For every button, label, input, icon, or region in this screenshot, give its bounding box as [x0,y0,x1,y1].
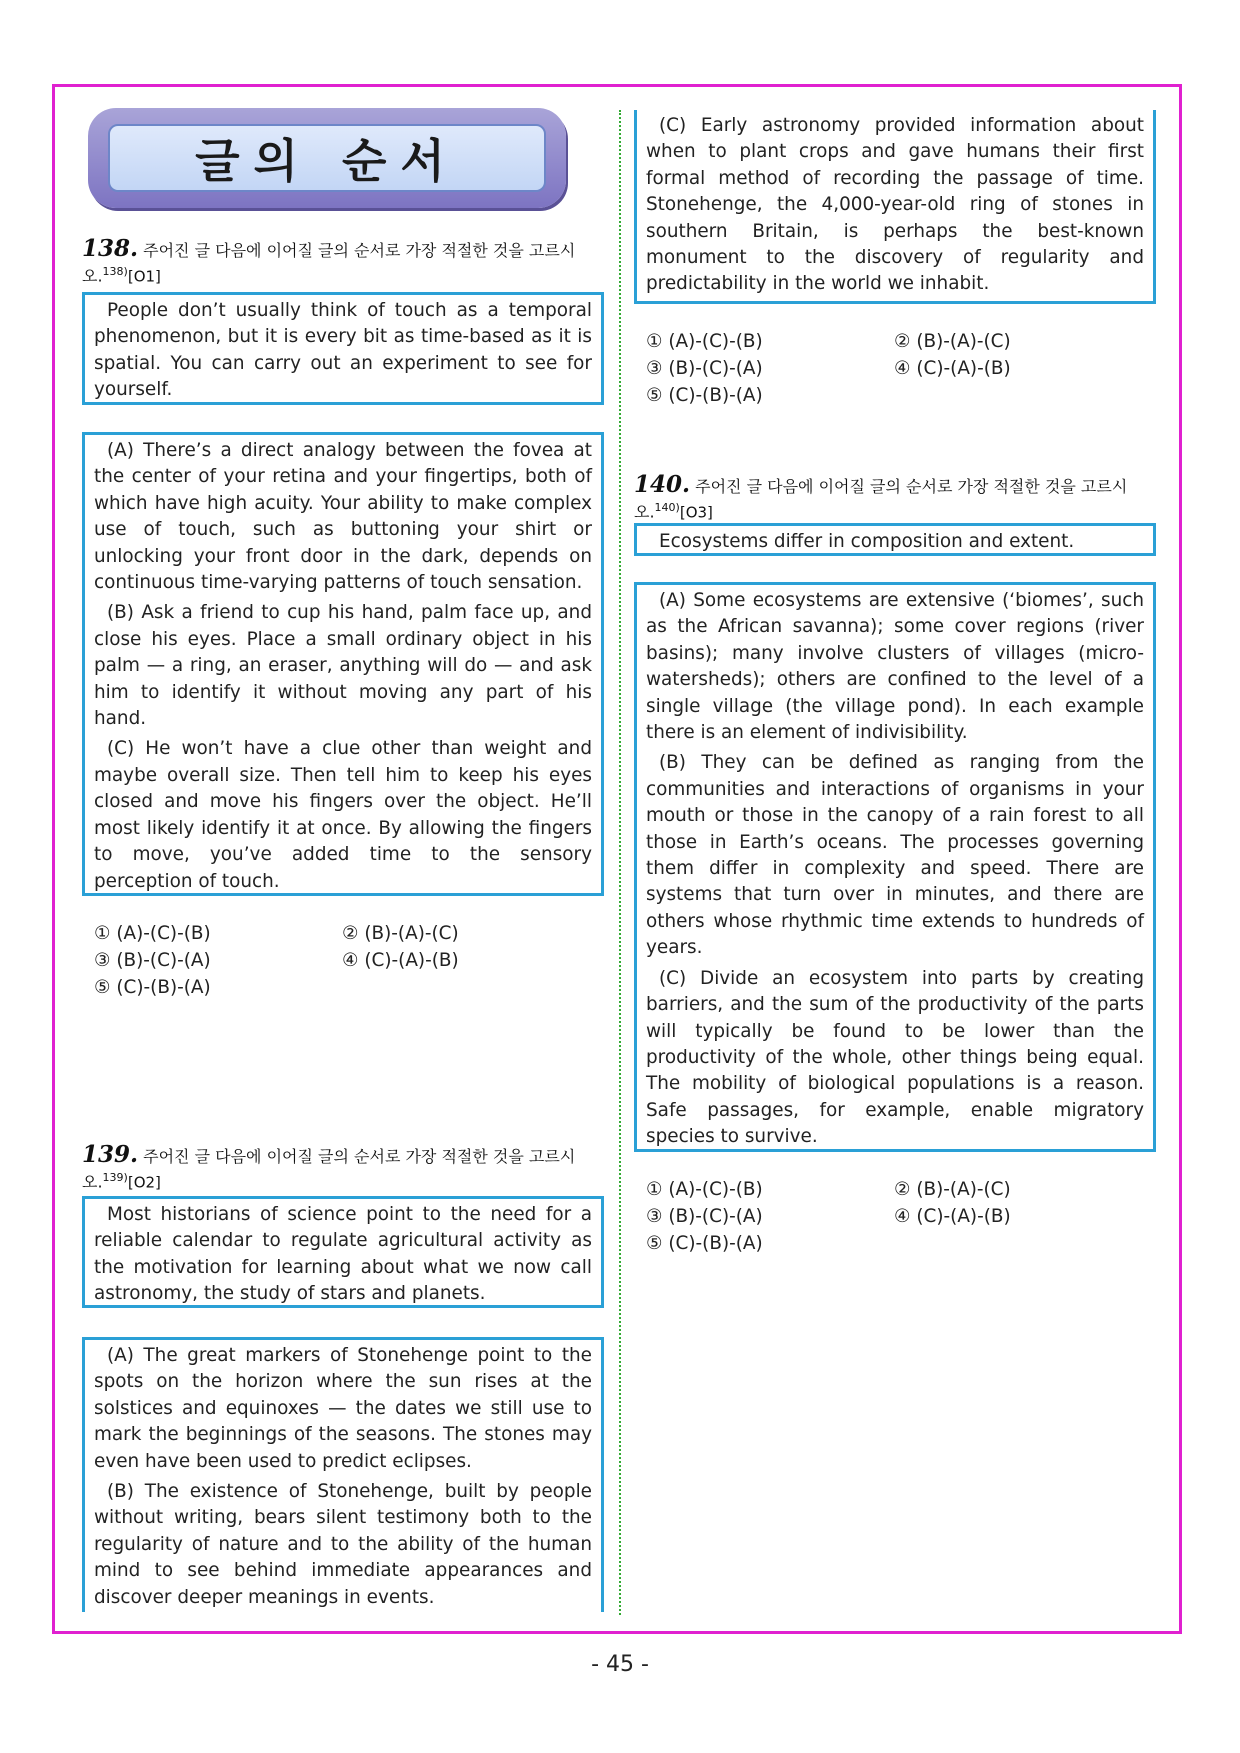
passage-b: (B) The existence of Stonehenge, built by people without writing, bears silent testimony both to the regularity of nature and to the ability of the human mind to see behind immediate appearances and discover deeper meanings in events. [94,1481,592,1608]
question-source-footnote: 140) [654,501,680,514]
question-source-footnote: 138) [102,265,128,278]
choice-1[interactable]: ① (A)-(C)-(B) [646,1179,763,1200]
passage-c: (C) He won’t have a clue other than weight and maybe overall size. Then tell him to keep his eyes closed and move his fingers over the object. He’ll most likely identify it at once. By allowing the fingers to move, you’ve added time to the sensory perception of touch. [94,738,592,892]
question-instruction: 주어진 글 다음에 이어질 글의 순서로 가장 적절한 것을 고르시오. [82,241,576,286]
passage-a: (A) There’s a direct analogy between the fovea at the center of your retina and your fingertips, both of which have high acuity. Your ability to make complex use of touch, such as buttoning your shirt or unlocking your front door in the dark, depends on continuous time-varying patterns of touch sensation. [94,440,592,594]
question-instruction: 주어진 글 다음에 이어질 글의 순서로 가장 적절한 것을 고르시오. [82,1147,576,1192]
choice-3[interactable]: ③ (B)-(C)-(A) [646,358,763,379]
question-number: 138. [82,235,139,262]
choices-139 [646,328,1142,409]
passage-box-138 [82,432,604,896]
section-title-badge [88,108,566,208]
passage-box-139-part1 [82,1337,604,1612]
passage-box-140 [634,582,1156,1152]
choice-2[interactable]: ② (B)-(A)-(C) [894,331,1011,352]
intro-box-138 [82,292,604,405]
choices-140 [646,1176,1142,1257]
passage-c: (C) Divide an ecosystem into parts by creating barriers, and the sum of the productivity of the parts will typically be found to be lower than the productivity of the whole, other things being equal. The mobility of biological populations is a reason. Safe passages, for example, enable migratory species to survive. [646,967,1144,1148]
choices-138 [94,920,590,1001]
choice-1[interactable]: ① (A)-(C)-(B) [646,331,763,352]
intro-box-140 [634,523,1156,556]
page-number: - 45 - [591,1652,649,1677]
question-source-footnote: 139) [102,1171,128,1184]
choice-4[interactable]: ④ (C)-(A)-(B) [342,950,459,971]
question-header-139 [82,1141,604,1193]
choice-2[interactable]: ② (B)-(A)-(C) [894,1179,1011,1200]
passage-b: (B) Ask a friend to cup his hand, palm face up, and close his eyes. Place a small ordinary object in his palm — a ring, an eraser, anything will do — and ask him to identify it without moving any part of his hand. [94,602,592,730]
intro-text: Most historians of science point to the need for a reliable calendar to regulate agricultural activity as the motivation for learning about what we now call astronomy, the study of stars and planets. [94,1204,592,1305]
choice-5[interactable]: ⑤ (C)-(B)-(A) [646,1233,763,1254]
section-title: 글의 순서 [195,134,459,188]
question-header-138 [82,235,604,287]
question-source: [O2] [127,1173,161,1192]
choice-4[interactable]: ④ (C)-(A)-(B) [894,358,1011,379]
intro-text: People don’t usually think of touch as a temporal phenomenon, but it is every bit as time-based as it is spatial. You can carry out an experiment to see for yourself. [94,300,592,401]
choice-4[interactable]: ④ (C)-(A)-(B) [894,1206,1011,1227]
choice-1[interactable]: ① (A)-(C)-(B) [94,923,211,944]
passage-c: (C) Early astronomy provided information about when to plant crops and gave humans their first formal method of recording the passage of time. Stonehenge, the 4,000-year-old ring of stones in southern Britain, is perhaps the best-known monument to the discovery of regularity and predictability in the world we inhabit. [646,115,1144,295]
column-divider [619,110,621,1615]
question-source: [O3] [679,503,713,522]
choice-2[interactable]: ② (B)-(A)-(C) [342,923,459,944]
question-header-140 [634,471,1156,523]
question-source: [O1] [127,267,161,286]
question-number: 140. [634,471,691,498]
passage-b: (B) They can be defined as ranging from the communities and interactions of organisms in your mouth or those in the canopy of a rain forest to all those in Earth’s oceans. The processes governing them differ in complexity and speed. There are systems that turn over in minutes, and there are others whose rhythmic time extends to hundreds of years. [646,752,1144,959]
section-title-inner [108,124,546,192]
passage-box-139-part2 [634,110,1156,304]
choice-3[interactable]: ③ (B)-(C)-(A) [646,1206,763,1227]
question-number: 139. [82,1141,139,1168]
choice-5[interactable]: ⑤ (C)-(B)-(A) [646,385,763,406]
intro-box-139 [82,1196,604,1308]
passage-a: (A) The great markers of Stonehenge point to the spots on the horizon where the sun rises at the solstices and equinoxes — the dates we still use to mark the beginnings of the seasons. The stones may even have been used to predict eclipses. [94,1345,592,1472]
intro-text: Ecosystems differ in composition and extent. [659,531,1075,552]
question-instruction: 주어진 글 다음에 이어질 글의 순서로 가장 적절한 것을 고르시오. [634,477,1128,522]
choice-3[interactable]: ③ (B)-(C)-(A) [94,950,211,971]
passage-a: (A) Some ecosystems are extensive (‘biomes’, such as the African savanna); some cover regions (river basins); many involve clusters of villages (micro-watersheds); others are confined to the level of a single village (the village pond). In each example there is an element of indivisibility. [646,590,1144,744]
choice-5[interactable]: ⑤ (C)-(B)-(A) [94,977,211,998]
